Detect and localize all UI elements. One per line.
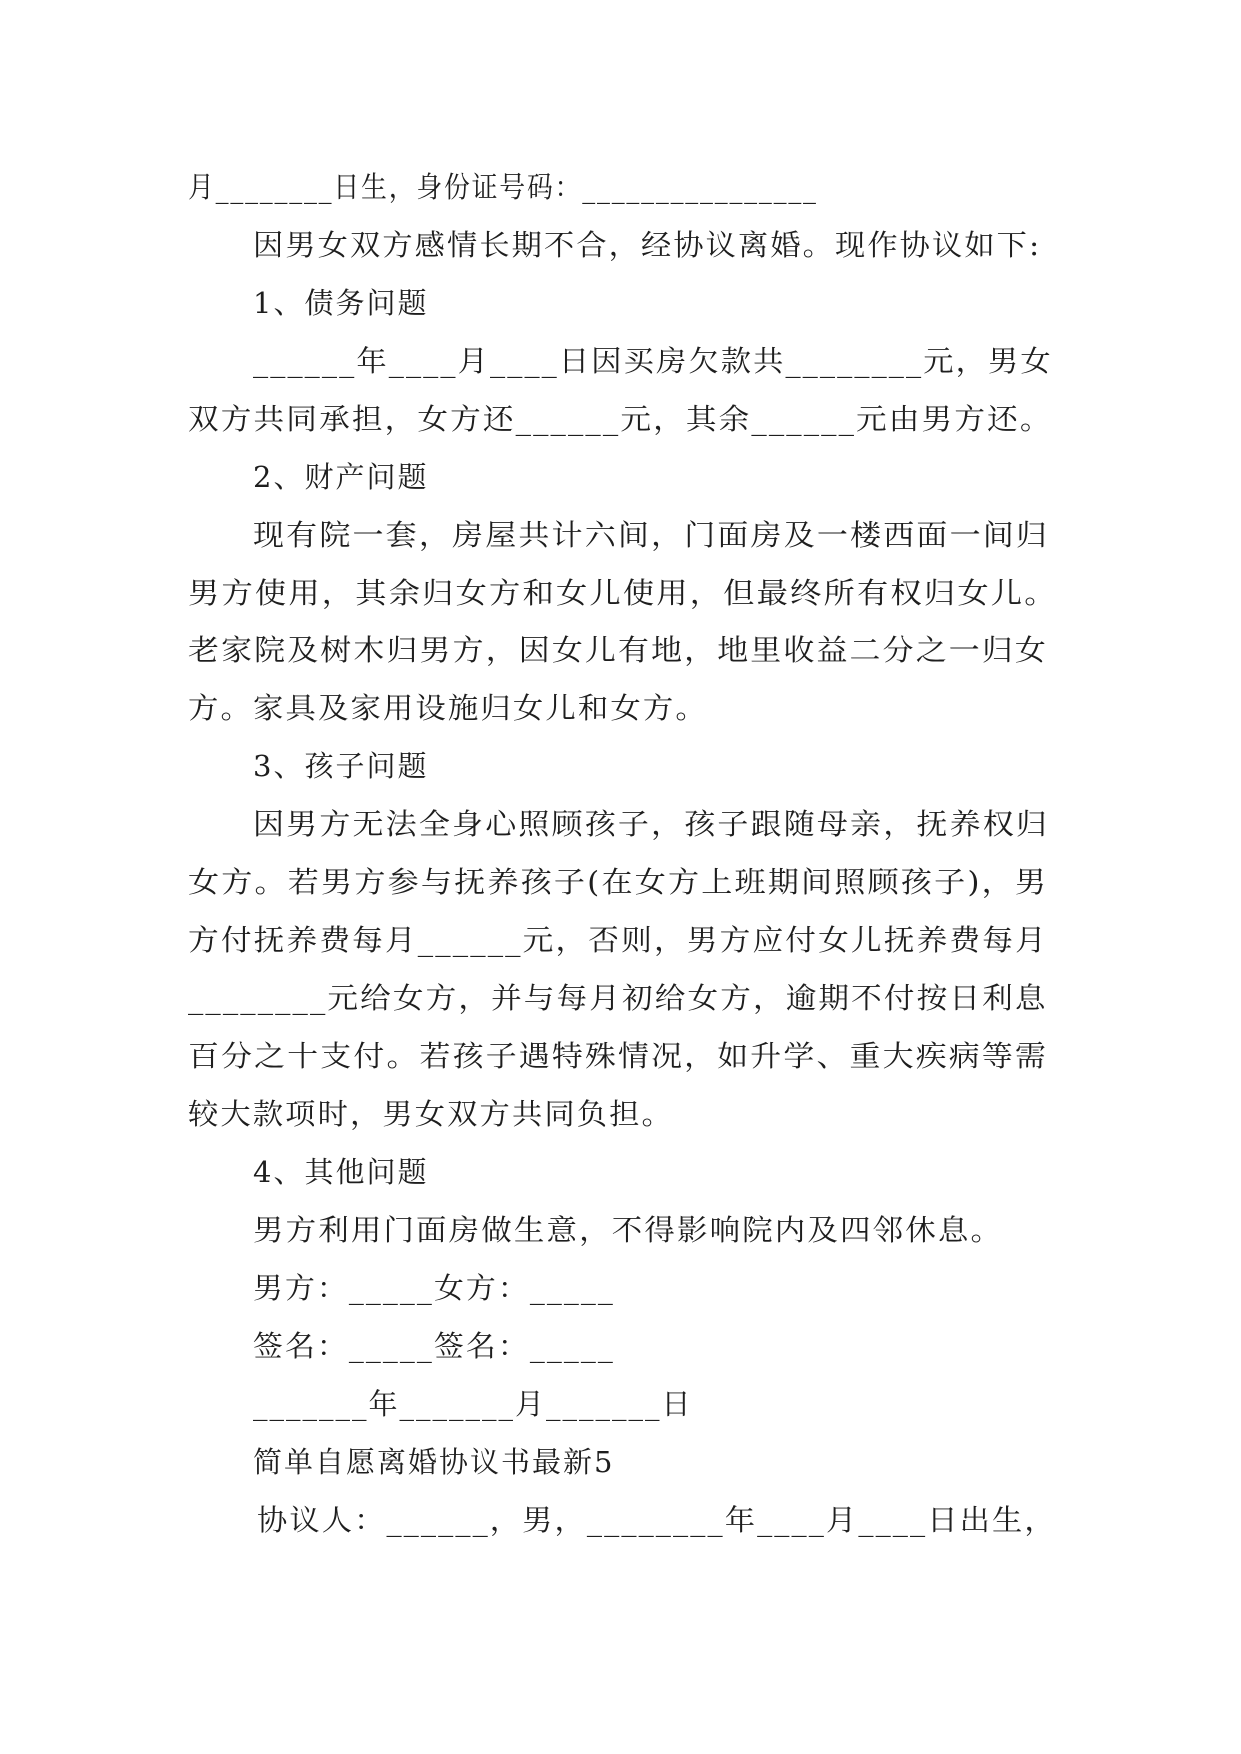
section-heading-property: 2、财产问题: [253, 460, 429, 494]
text-line: 老家院及树木归男方，因女儿有地，地里收益二分之一归女: [188, 633, 1049, 667]
text-line: 较大款项时，男女双方共同负担。: [188, 1097, 674, 1131]
document-title: 简单自愿离婚协议书最新5: [253, 1445, 615, 1479]
text-line: 女方。若男方参与抚养孩子(在女方上班期间照顾孩子)，男: [188, 865, 1049, 899]
text-line: 月________日生，身份证号码：________________: [188, 170, 818, 204]
signature-line: 签名：_____签名：_____: [253, 1329, 615, 1363]
party-line: 男方：_____女方：_____: [253, 1271, 615, 1305]
section-heading-child: 3、孩子问题: [253, 749, 429, 783]
text-line: 协议人：______，男，________年____月____日出生，: [257, 1503, 1057, 1537]
text-line: 双方共同承担，女方还______元，其余______元由男方还。: [188, 402, 1053, 436]
text-line: ______年____月____日因买房欠款共________元，男女: [253, 344, 1053, 378]
text-line: 男方使用，其余归女方和女儿使用，但最终所有权归女儿。: [188, 576, 1058, 610]
text-line: 方。家具及家用设施归女儿和女方。: [188, 691, 708, 725]
text-line: 方付抚养费每月______元，否则，男方应付女儿抚养费每月: [188, 923, 1048, 957]
text-line: 男方利用门面房做生意，不得影响院内及四邻休息。: [253, 1213, 1004, 1247]
section-heading-other: 4、其他问题: [253, 1155, 429, 1189]
date-line: _______年_______月_______日: [253, 1387, 693, 1421]
text-line: 现有院一套，房屋共计六间，门面房及一楼西面一间归: [253, 518, 1050, 552]
text-line: 因男方无法全身心照顾孩子，孩子跟随母亲，抚养权归: [253, 807, 1050, 841]
text-line: ________元给女方，并与每月初给女方，逾期不付按日利息: [188, 981, 1048, 1015]
section-heading-debt: 1、债务问题: [253, 286, 429, 320]
text-line: 百分之十支付。若孩子遇特殊情况，如升学、重大疾病等需: [188, 1039, 1049, 1073]
paragraph-intro: 因男女双方感情长期不合，经协议离婚。现作协议如下:: [253, 228, 1042, 262]
